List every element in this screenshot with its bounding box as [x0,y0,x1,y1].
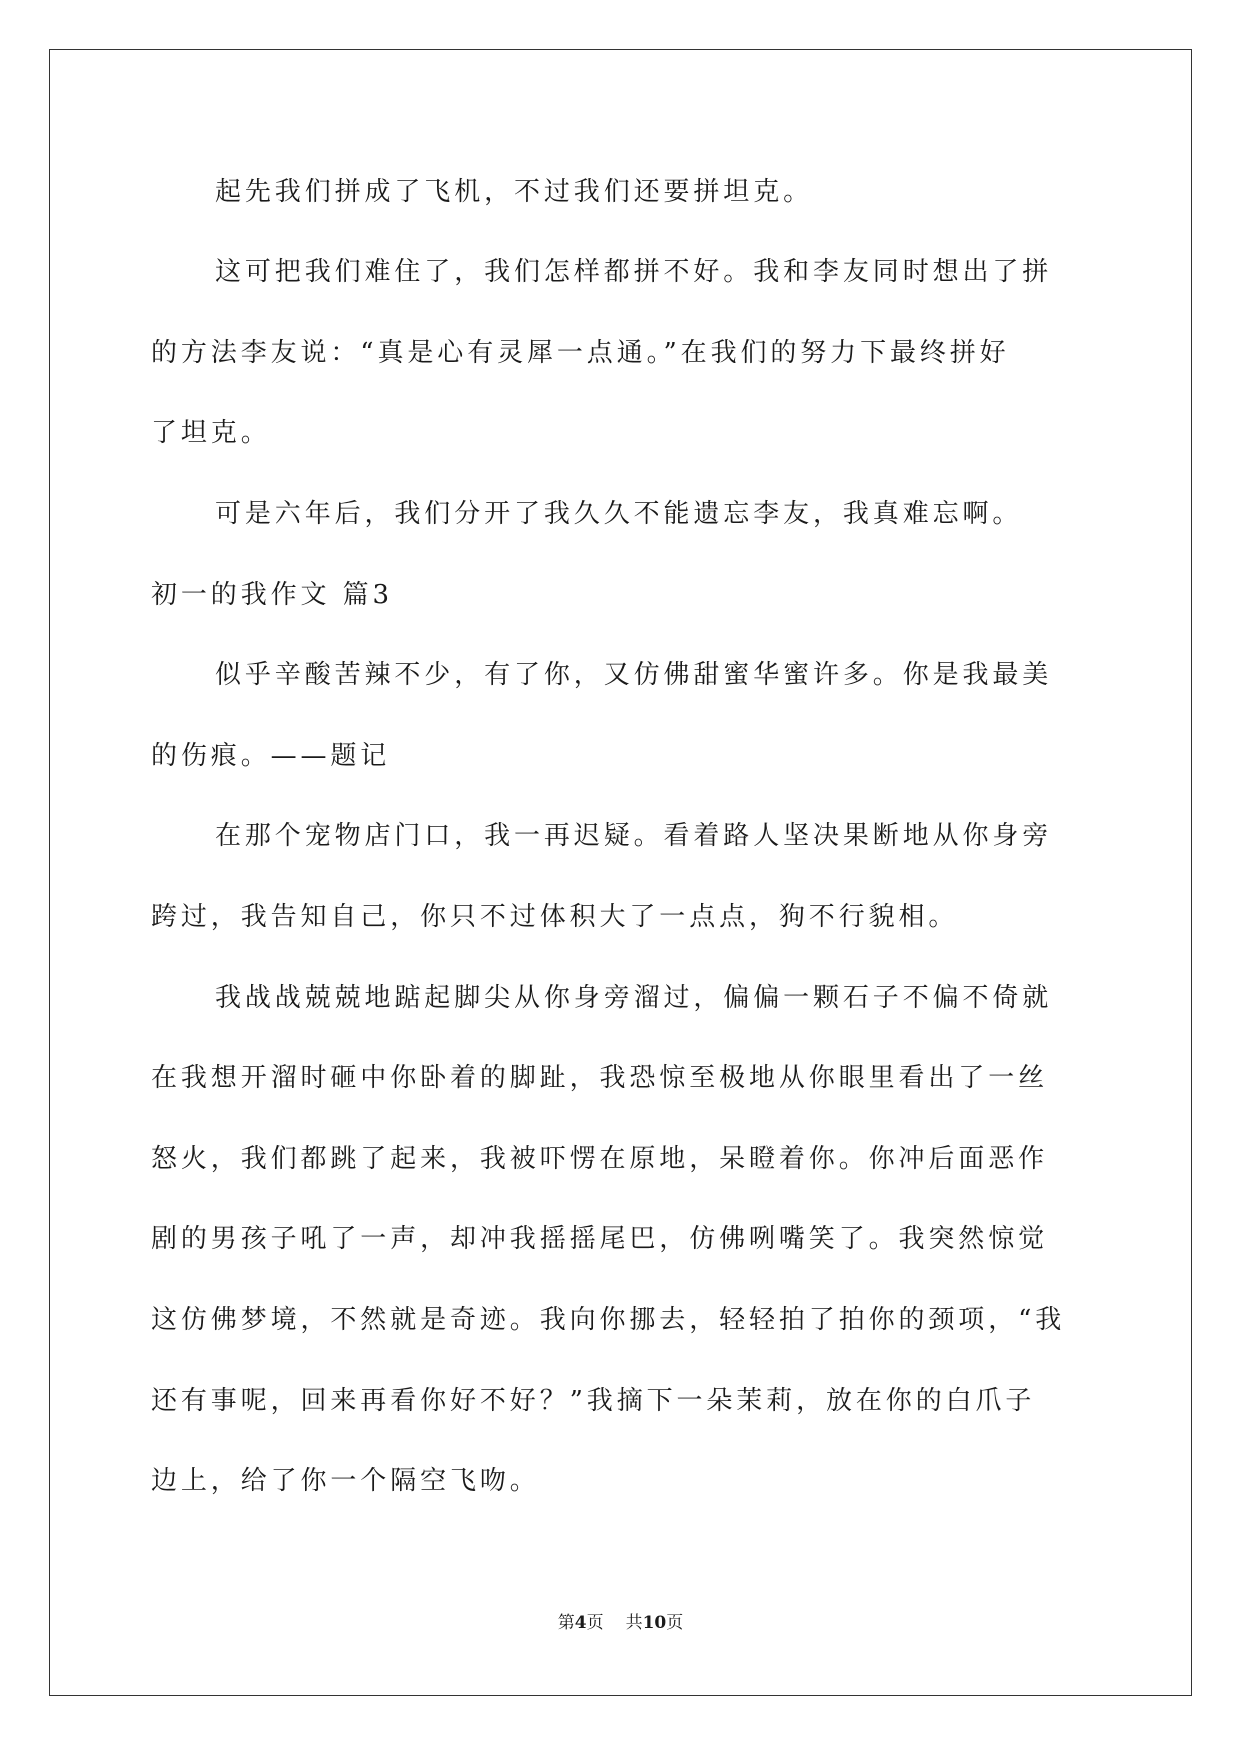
paragraph-line: 还有事呢，回来再看你好不好？”我摘下一朵茉莉，放在你的白爪子 [151,1386,1036,1416]
page-prefix: 第 [557,1613,575,1633]
paragraph-line: 了坦克。 [151,418,271,448]
paragraph-line: 的方法李友说：“真是心有灵犀一点通。”在我们的努力下最终拼好 [151,338,1010,368]
paragraph-line: 剧的男孩子吼了一声，却冲我摇摇尾巴，仿佛咧嘴笑了。我突然惊觉 [151,1224,1049,1254]
page-border [49,49,1192,1696]
paragraph-line: 在我想开溜时砸中你卧着的脚趾，我恐惊至极地从你眼里看出了一丝 [151,1063,1049,1093]
page-footer [0,1611,1241,1635]
paragraph-line: 在那个宠物店门口，我一再迟疑。看着路人坚决果断地从你身旁 [215,821,1053,851]
total-prefix: 共 [625,1613,643,1633]
paragraph-line: 我战战兢兢地踮起脚尖从你身旁溜过，偏偏一颗石子不偏不倚就 [215,983,1053,1013]
paragraph-line: 起先我们拼成了飞机，不过我们还要拼坦克。 [215,177,814,207]
paragraph-line: 边上，给了你一个隔空飞吻。 [151,1466,540,1496]
paragraph-line: 这可把我们难住了，我们怎样都拼不好。我和李友同时想出了拼 [215,257,1053,287]
page-suffix: 页 [586,1613,604,1633]
page-number: 4 [574,1613,587,1633]
paragraph-line: 的伤痕。——题记 [151,741,391,771]
paragraph-line: 可是六年后，我们分开了我久久不能遗忘李友，我真难忘啊。 [215,499,1023,529]
paragraph-line: 怒火，我们都跳了起来，我被吓愣在原地，呆瞪着你。你冲后面恶作 [151,1144,1049,1174]
total-suffix: 页 [666,1613,684,1633]
paragraph-line: 跨过，我告知自己，你只不过体积大了一点点，狗不行貌相。 [151,902,959,932]
total-pages: 10 [642,1613,667,1633]
paragraph-line: 似乎辛酸苦辣不少，有了你，又仿佛甜蜜华蜜许多。你是我最美 [215,660,1053,690]
paragraph-line: 这仿佛梦境，不然就是奇迹。我向你挪去，轻轻拍了拍你的颈项，“我 [151,1305,1066,1335]
section-heading: 初一的我作文 篇3 [151,580,393,610]
